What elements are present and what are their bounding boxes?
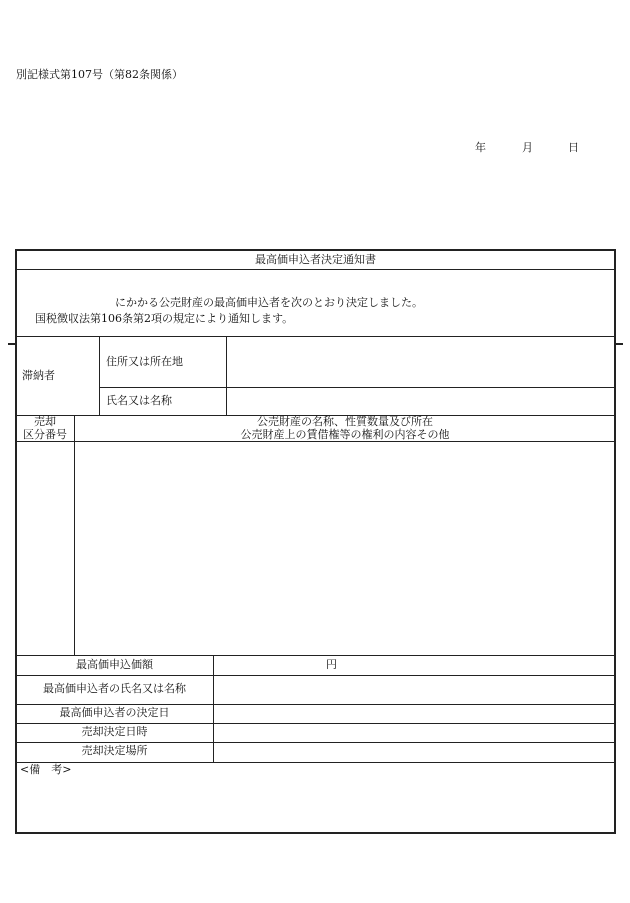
date-month-label: 月 [522, 141, 533, 154]
name-label: 氏名又は名称 [106, 394, 172, 407]
highest-bid-unit: 円 [326, 658, 337, 671]
address-label: 住所又は所在地 [106, 355, 183, 368]
form-number: 別記様式第107号（第82条関係） [16, 68, 183, 81]
bidder-name-label: 最高価申込者の氏名又は名称 [43, 682, 186, 695]
highest-bid-label: 最高価申込価額 [76, 658, 153, 671]
delinquent-label: 滞納者 [22, 369, 55, 382]
remarks-label: <備 考> [20, 763, 72, 776]
date-year-label: 年 [475, 141, 486, 154]
notice-title: 最高価申込者決定通知書 [255, 253, 376, 266]
notice-body-line1: にかかる公売財産の最高価申込者を次のとおり決定しました。 [115, 296, 423, 309]
sale-section-number-header: 売却 区分番号 [23, 415, 67, 441]
sale-decision-datetime-label: 売却決定日時 [81, 725, 148, 738]
notice-body-line2: 国税徴収法第106条第2項の規定により通知します。 [35, 312, 294, 325]
property-description-header: 公売財産の名称、性質数量及び所在 公売財産上の賃借権等の権利の内容その他 [240, 415, 450, 441]
decision-date-label: 最高価申込者の決定日 [59, 706, 170, 719]
sale-decision-place-label: 売却決定場所 [81, 744, 148, 757]
date-day-label: 日 [568, 141, 579, 154]
